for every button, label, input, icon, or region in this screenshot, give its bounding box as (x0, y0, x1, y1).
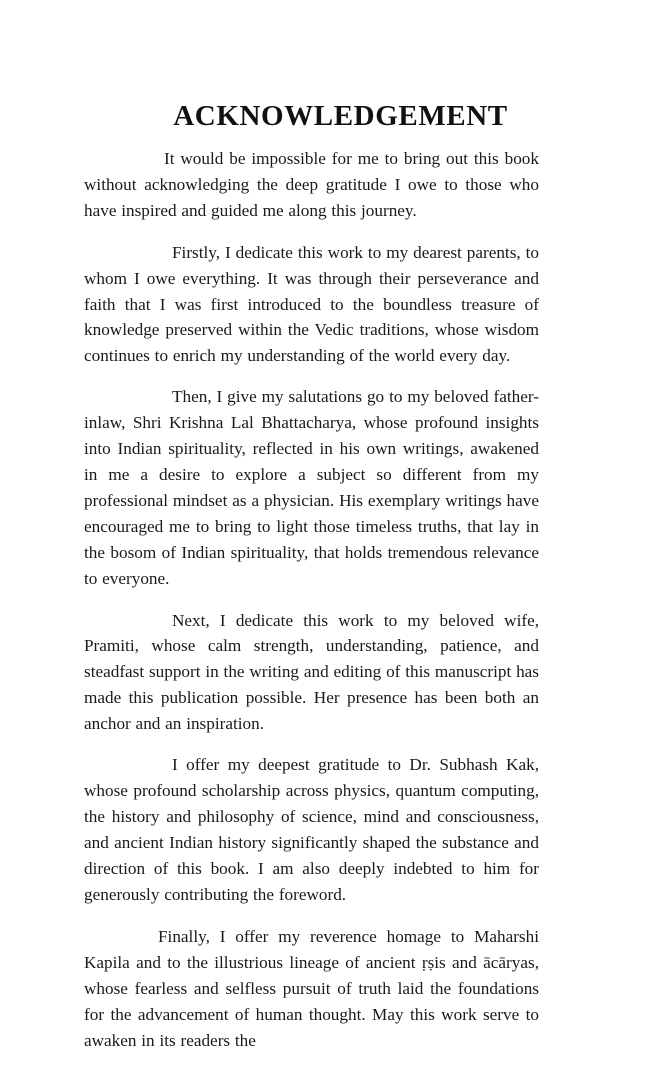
acknowledgement-body (84, 146, 539, 1069)
paragraph-wife: Next, I dedicate this work to my beloved wife, Pramiti, whose calm strength, understanding, patience, and steadfast support in the writing and editing of this manuscript has made this publication possible. Her presence has been both an anchor and an inspiration. (84, 610, 539, 734)
paragraph-intro: It would be impossible for me to bring out this book without acknowledging the deep gratitude I owe to those who have inspired and guided me along this journey. (84, 149, 539, 220)
paragraph-parents: Firstly, I dedicate this work to my dearest parents, to whom I owe everything. It was through their perseverance and faith that I was first introduced to the boundless treasure of knowledge preserved within the Vedic traditions, whose wisdom continues to enrich my understanding of the world every day. (84, 242, 539, 366)
paragraph-father-in-law: Then, I give my salutations go to my beloved father-inlaw, Shri Krishna Lal Bhattacharya, whose profound insights into Indian spirituality, reflected in his own writings, awakened in me a desire to explore a subject so different from my professional mindset as a physician. His exemplary writings have encouraged me to bring to light those timeless truths, that lay in the bosom of Indian spirituality, that holds tremendous relevance to everyone. (84, 387, 539, 588)
paragraph-maharshi-kapila: Finally, I offer my reverence homage to Maharshi Kapila and to the illustrious lineage of ancient ṛṣis and ācāryas, whose fearless and selfless pursuit of truth laid the foundations for the advancement of human thought. May this work serve to awaken in its readers the (84, 927, 539, 1051)
paragraph-subhash-kak: I offer my deepest gratitude to Dr. Subhash Kak, whose profound scholarship across physics, quantum computing, the history and philosophy of science, mind and consciousness, and ancient Indian history significantly shaped the substance and direction of this book. I am also deeply indebted to him for generously contributing the foreword. (84, 755, 539, 904)
page-title: ACKNOWLEDGEMENT (173, 100, 508, 132)
